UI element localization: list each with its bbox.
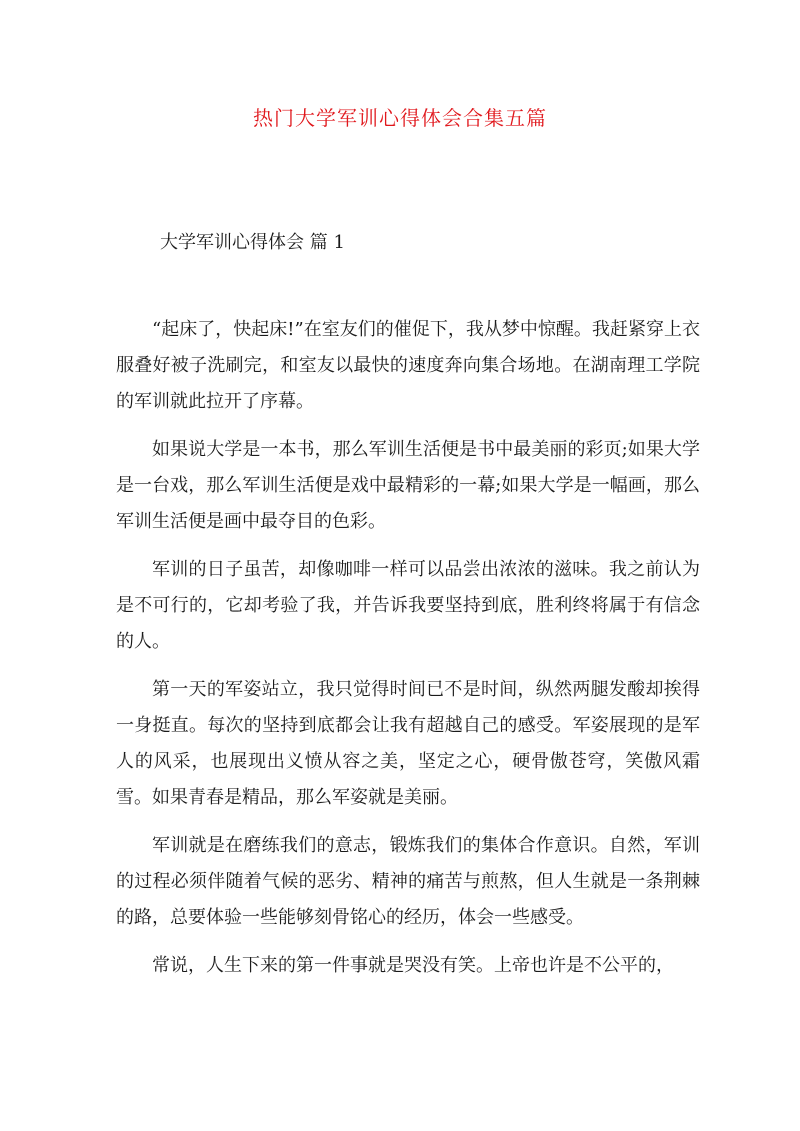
document-title: 热门大学军训心得体会合集五篇 xyxy=(253,106,547,130)
paragraph: 军训的日子虽苦，却像咖啡一样可以品尝出浓浓的滋味。我之前认为是不可行的，它却考验了我，并告诉我要坚持到底，胜利终将属于有信念的人。 xyxy=(116,559,700,652)
document-body xyxy=(116,312,700,996)
paragraph: 常说，人生下来的第一件事就是哭没有笑。上帝也许是不公平的， xyxy=(152,955,674,976)
paragraph: “起床了，快起床!”在室友们的催促下，我从梦中惊醒。我赶紧穿上衣服叠好被子洗刷完，和室友以最快的速度奔向集合场地。在湖南理工学院的军训就此拉开了序幕。 xyxy=(116,319,700,412)
paragraph: 如果说大学是一本书，那么军训生活便是书中最美丽的彩页;如果大学是一台戏，那么军训生活便是戏中最精彩的一幕;如果大学是一幅画，那么军训生活便是画中最夺目的色彩。 xyxy=(116,439,700,532)
paragraph: 第一天的军姿站立，我只觉得时间已不是时间，纵然两腿发酸却挨得一身挺直。每次的坚持到底都会让我有超越自己的感受。军姿展现的是军人的风采，也展现出义愤从容之美，坚定之心，硬骨傲苍穹，笑傲风霜雪。如果青春是精品，那么军姿就是美丽。 xyxy=(116,679,700,808)
paragraph: 军训就是在磨练我们的意志，锻炼我们的集体合作意识。自然，军训的过程必须伴随着气候的恶劣、精神的痛苦与煎熬，但人生就是一条荆棘的路，总要体验一些能够刻骨铭心的经历，体会一些感受。 xyxy=(116,835,700,928)
section-heading: 大学军训心得体会 篇 1 xyxy=(160,232,345,253)
